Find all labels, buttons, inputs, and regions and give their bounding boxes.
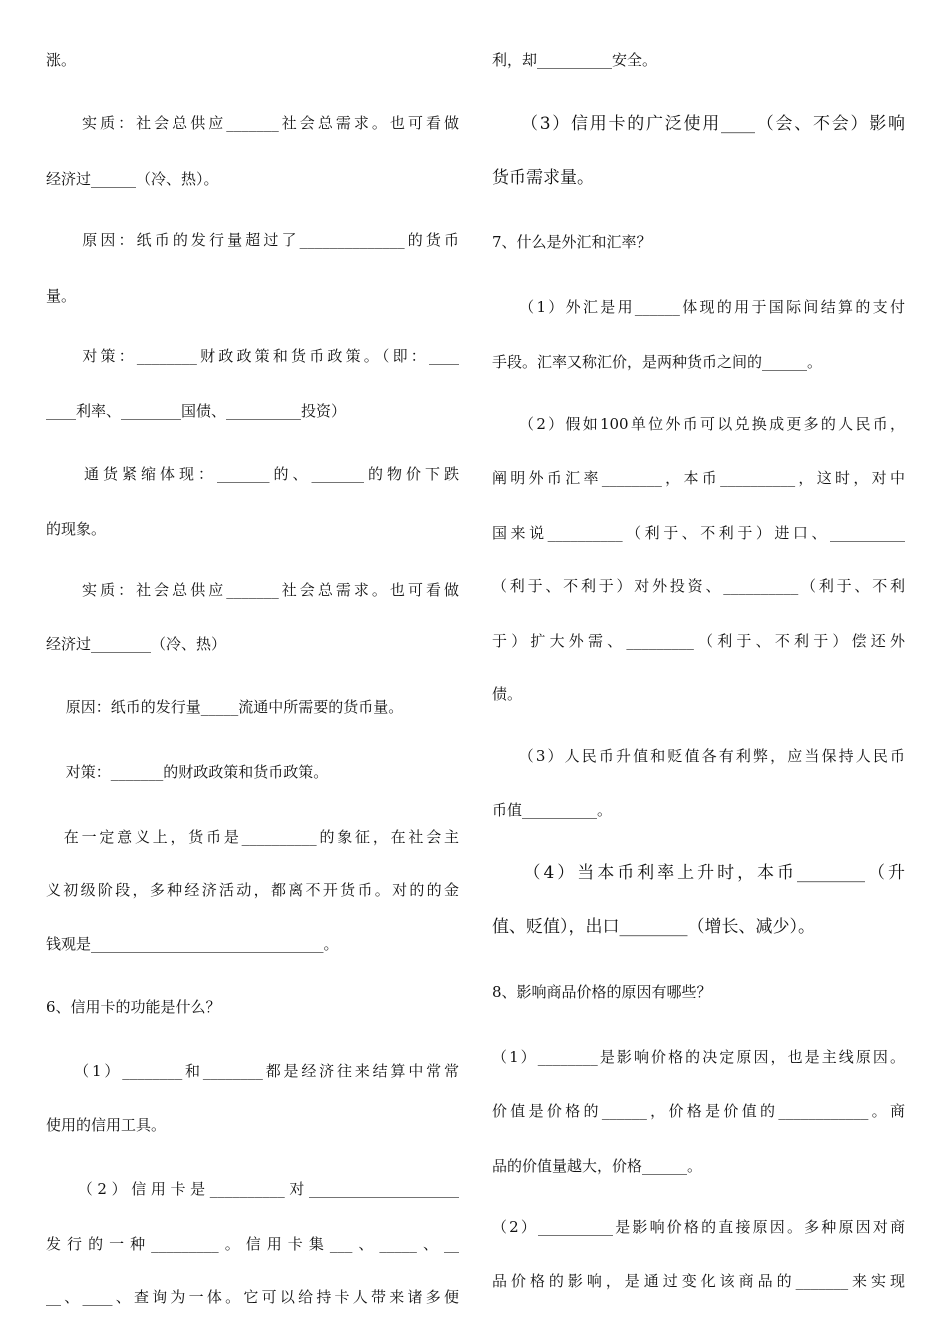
text-line: 实质：社会总供应_______社会总需求。也可看做 [46, 581, 459, 599]
text-line: （2）信用卡是__________对____________________ [46, 1180, 459, 1198]
text-line: 品价格的影响，是通过变化该商品的_______来实现 [492, 1272, 905, 1290]
text-line: 值、贬值），出口________（增长、减少）。 [492, 917, 815, 937]
text-line: （2）假如100单位外币可以兑换成更多的人民币， [492, 415, 905, 433]
text-line: 阐明外币汇率________，本币__________，这时，对中 [492, 469, 905, 487]
text-line: （1）________和________都是经济往来结算中常常 [46, 1062, 459, 1080]
text-line: （4）当本币利率上升时，本币________（升 [492, 863, 905, 883]
text-line: ____利率、________国债、__________投资） [46, 402, 347, 420]
text-line: 经济过______（冷、热）。 [46, 170, 219, 188]
text-line: 货币需求量。 [492, 168, 594, 188]
text-line: 量。 [46, 287, 77, 305]
text-line: 在一定意义上，货币是__________的象征，在社会主 [46, 828, 459, 846]
text-line: 国来说__________（利于、不利于）进口、__________ [492, 524, 905, 542]
text-line: 于）扩大外需、_________（利于、不利于）偿还外 [492, 632, 905, 650]
text-line: （2）__________是影响价格的直接原因。多种原因对商 [492, 1218, 905, 1236]
text-line: 原因：纸币的发行量超过了______________的货币 [46, 231, 459, 249]
text-line: 的现象。 [46, 520, 107, 538]
text-line: 原因：纸币的发行量_____流通中所需要的货币量。 [46, 698, 404, 716]
text-line: （1）外汇是用______体现的用于国际间结算的支付 [492, 298, 905, 316]
text-line: 利，却__________安全。 [492, 51, 658, 69]
text-line: （3）信用卡的广泛使用____（会、不会）影响 [492, 114, 905, 134]
text-line: 手段。汇率又称汇价，是两种货币之间的______。 [492, 353, 823, 371]
text-line: 实质：社会总供应_______社会总需求。也可看做 [46, 114, 459, 132]
text-line: 债。 [492, 685, 523, 703]
heading: 6、信用卡的功能是什么？ [46, 998, 221, 1016]
text-line: 价值是价格的______，价格是价值的____________。商 [492, 1102, 905, 1120]
heading: 7、什么是外汇和汇率？ [492, 233, 652, 251]
text-line: 经济过________（冷、热） [46, 635, 227, 653]
text-line: 对策：________财政政策和货币政策。（即：____ [46, 347, 459, 365]
text-line: __、____、查询为一体。它可以给持卡人带来诸多便 [46, 1288, 459, 1306]
text-line: 品的价值量越大，价格______。 [492, 1157, 703, 1175]
text-line: 使用的信用工具。 [46, 1116, 167, 1134]
text-line: 涨。 [46, 51, 77, 69]
text-line: （3）人民币升值和贬值各有利弊，应当保持人民币 [492, 747, 905, 765]
text-line: 对策：_______的财政政策和货币政策。 [46, 763, 329, 781]
text-line: 发行的一种_________。信用卡集___、_____、__ [46, 1235, 459, 1253]
text-line: （1）________是影响价格的决定原因，也是主线原因。 [492, 1048, 905, 1066]
text-line: 义初级阶段，多种经济活动，都离不开货币。对的的金 [46, 881, 459, 899]
text-line: 钱观是_______________________________。 [46, 935, 339, 953]
text-line: （利于、不利于）对外投资、__________（利于、不利 [492, 577, 905, 595]
text-line: 通货紧缩体现：_______的、_______的物价下跌 [46, 465, 459, 483]
heading: 8、影响商品价格的原因有哪些？ [492, 983, 712, 1001]
text-line: 币值__________。 [492, 801, 613, 819]
